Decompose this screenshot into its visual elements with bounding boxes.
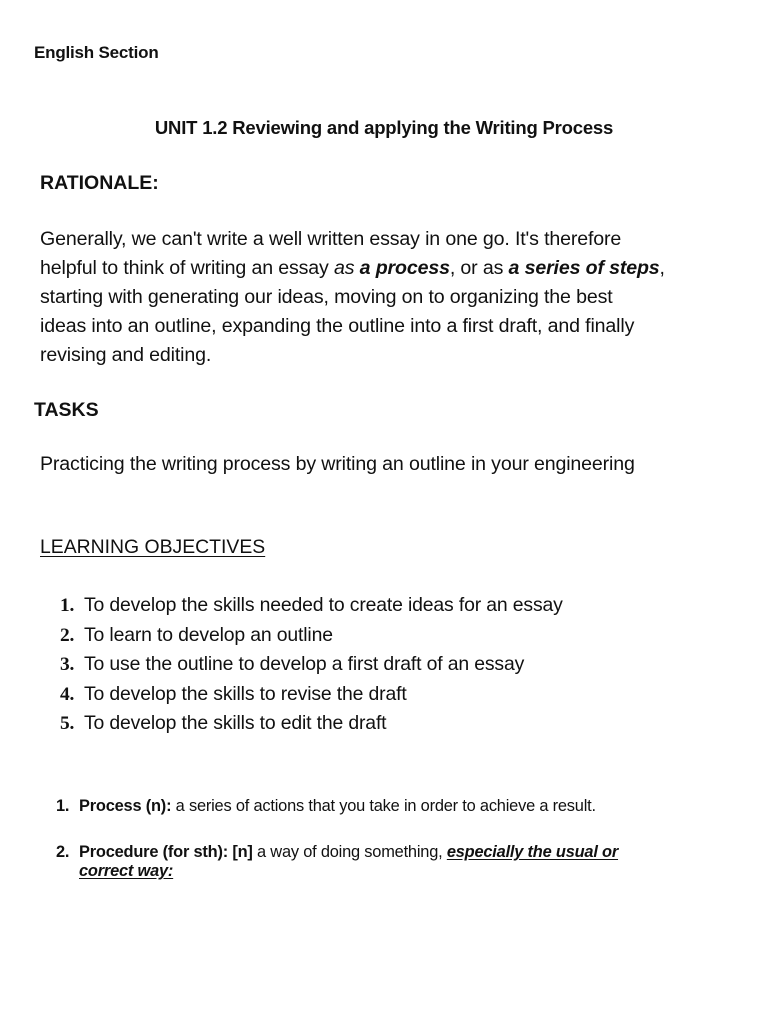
rationale-line-1: Generally, we can't write a well written essay in one go. It's therefore	[40, 228, 622, 250]
list-item-text: To develop the skills to revise the draft	[84, 682, 407, 705]
rationale-heading: RATIONALE:	[40, 172, 159, 194]
definition-item-process	[56, 797, 696, 816]
rationale-emphasis-process: a process	[359, 257, 450, 279]
objectives-heading: LEARNING OBJECTIVES	[40, 536, 266, 558]
list-number: 4.	[60, 683, 75, 705]
definition-term: Process (n):	[79, 797, 172, 815]
definition-text: a way of doing something,	[252, 843, 447, 861]
list-item-text: To develop the skills needed to create ideas for an essay	[84, 594, 563, 616]
tasks-text: Practicing the writing process by writing an outline in your engineering	[40, 453, 635, 475]
rationale-paragraph	[40, 225, 740, 370]
rationale-line-3: starting with generating our ideas, moving on to organizing the best	[40, 286, 613, 308]
list-item	[60, 591, 563, 621]
list-item-text: To develop the skills to edit the draft	[84, 712, 387, 734]
definition-item-procedure	[56, 843, 696, 881]
list-item	[60, 680, 563, 710]
definition-emphasis: especially the usual or	[446, 843, 619, 861]
list-item-text: To use the outline to develop a first draft of an essay	[84, 653, 525, 675]
unit-title: UNIT 1.2 Reviewing and applying the Writing Process	[154, 117, 614, 138]
rationale-emphasis-steps: a series of steps	[508, 257, 660, 279]
list-item-text: To learn to develop an outline	[84, 623, 333, 646]
rationale-comma: ,	[659, 257, 665, 279]
definition-number: 1.	[56, 797, 70, 815]
rationale-text: helpful to think of writing an essay	[40, 257, 334, 279]
list-item	[60, 621, 563, 651]
rationale-line-2	[40, 254, 740, 283]
definition-emphasis-continued: correct way:	[79, 862, 174, 880]
rationale-text: , or as	[449, 257, 509, 279]
list-number: 2.	[60, 624, 75, 646]
objectives-list	[60, 591, 563, 739]
definition-text: a series of actions that you take in order to achieve a result.	[171, 797, 596, 815]
list-number: 5.	[60, 713, 75, 734]
definition-number: 2.	[56, 843, 70, 861]
definition-term: Procedure (for sth): [n]	[79, 843, 253, 861]
list-item	[60, 709, 563, 739]
definitions-list	[56, 797, 696, 881]
rationale-italic-as: as	[333, 257, 355, 279]
list-number: 3.	[60, 654, 75, 675]
rationale-line-4: ideas into an outline, expanding the outline into a first draft, and finally	[40, 315, 635, 337]
list-item	[60, 650, 563, 680]
rationale-line-5: revising and editing.	[40, 344, 212, 366]
section-label: English Section	[34, 43, 159, 62]
list-number: 1.	[60, 595, 75, 616]
tasks-heading: TASKS	[34, 399, 99, 421]
